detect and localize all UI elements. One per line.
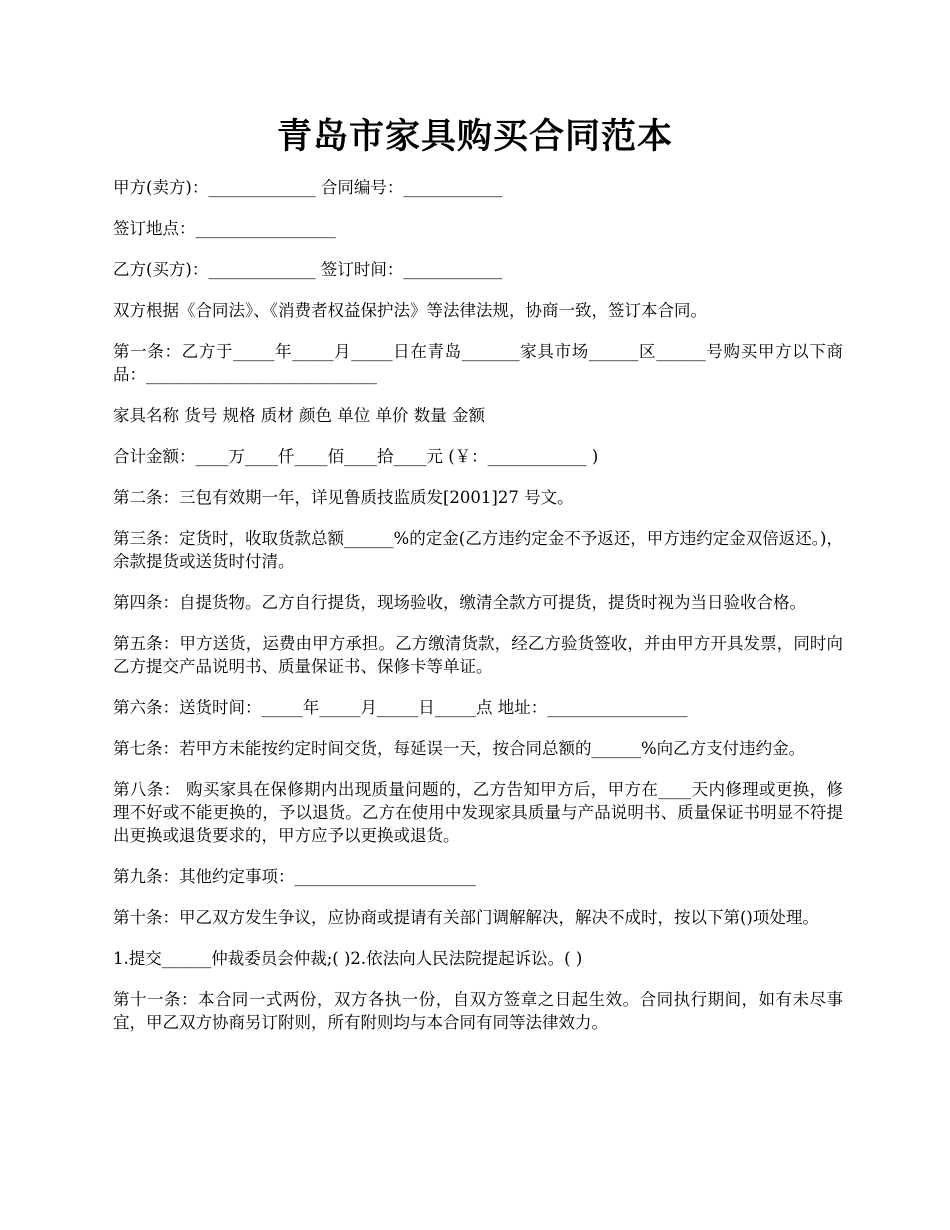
article-11: 第十一条：本合同一式两份，双方各执一份，自双方签章之日起生效。合同执行期间，如有未尽事宜，甲乙双方协商另订附则，所有附则均与本合同有同等法律效力。 xyxy=(113,990,843,1032)
dispute-options: 1.提交______仲裁委员会仲裁;( )2.依法向人民法院提起诉讼。( ) xyxy=(113,949,583,968)
article-3: 第三条：定货时，收取货款总额______%的定金(乙方违约定金不予返还，甲方违约定金双倍返还。)，余款提货或送货时付清。 xyxy=(113,529,843,571)
party-a-line: 甲方(卖方)：_____________ 合同编号：____________ xyxy=(113,178,503,197)
intro-paragraph: 双方根据《合同法》、《消费者权益保护法》等法律法规，协商一致，签订本合同。 xyxy=(113,301,707,320)
article-2: 第二条：三包有效期一年，详见鲁质技监质发[2001]27 号文。 xyxy=(113,488,574,507)
total-amount-line: 合计金额：____万____仟____佰____拾____元 (￥：____________ ) xyxy=(113,447,599,466)
article-10: 第十条：甲乙双方发生争议，应协商或提请有关部门调解解决，解决不成时，按以下第()项处理。 xyxy=(113,908,819,927)
article-6: 第六条：送货时间：_____年_____月_____日_____点 地址：_________________ xyxy=(113,698,688,717)
article-1: 第一条：乙方于_____年_____月_____日在青岛_______家具市场______区______号购买甲方以下商品：____________________________ xyxy=(113,342,843,384)
item-columns: 家具名称 货号 规格 质材 颜色 单位 单价 数量 金额 xyxy=(113,406,485,425)
article-5: 第五条：甲方送货，运费由甲方承担。乙方缴清货款，经乙方验货签收，并由甲方开具发票，同时向乙方提交产品说明书、质量保证书、保修卡等单证。 xyxy=(113,634,843,676)
party-b-line: 乙方(买方)：_____________ 签订时间：____________ xyxy=(113,260,503,279)
signing-location-line: 签订地点：_________________ xyxy=(113,219,336,238)
article-8: 第八条： 购买家具在保修期内出现质量问题的，乙方告知甲方后，甲方在____天内修理或更换，修理不好或不能更换的，予以退货。乙方在使用中发现家具质量与产品说明书、质量保证书明显不符提出更换或退货要求的，甲方应予以更换或退货。 xyxy=(113,780,843,845)
article-7: 第七条：若甲方未能按约定时间交货，每延误一天，按合同总额的______%向乙方支付违约金。 xyxy=(113,739,806,758)
page-title: 青岛市家具购买合同范本 xyxy=(276,116,673,157)
article-9: 第九条：其他约定事项：______________________ xyxy=(113,867,476,886)
article-4: 第四条：自提货物。乙方自行提货，现场验收，缴清全款方可提货，提货时视为当日验收合格。 xyxy=(113,593,806,612)
contract-body xyxy=(113,176,843,1052)
